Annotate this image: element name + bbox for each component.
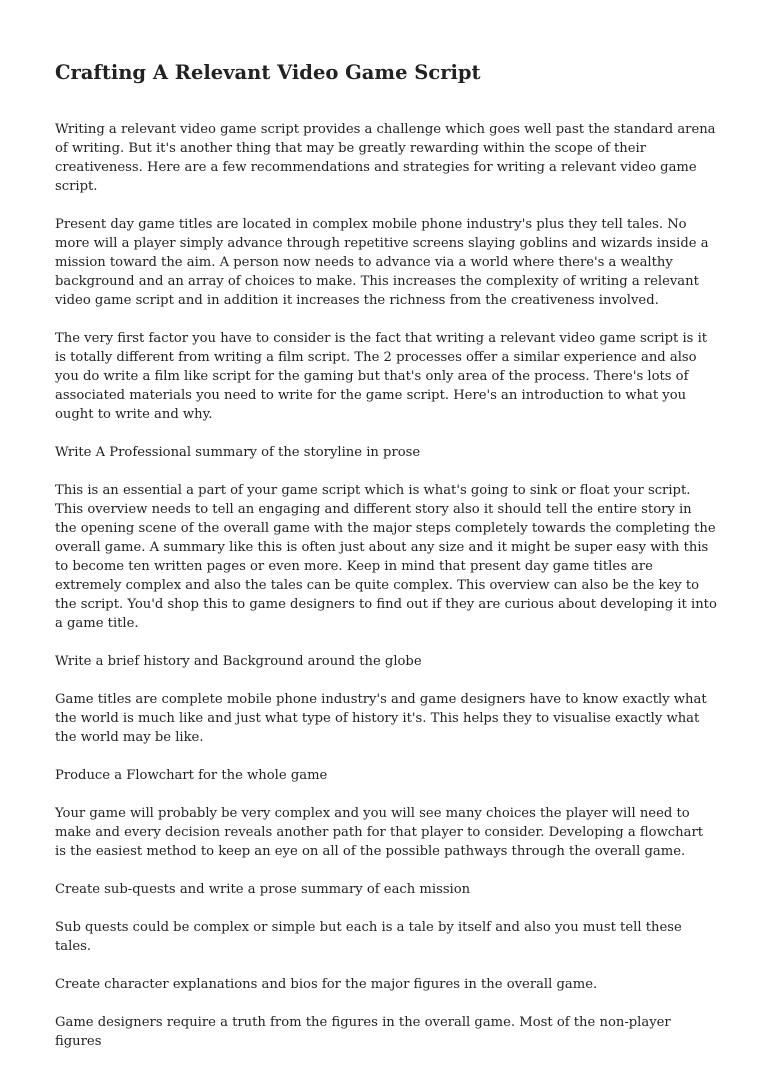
document-page [55, 58, 717, 1070]
paragraph-history: Game titles are complete mobile phone industry's and game designers have to know exactly what the world is much like and just what type of history it's. This helps they to visualise exactly what the world may be like. [55, 692, 707, 745]
paragraph-characters: Game designers require a truth from the figures in the overall game. Most of the non-player figures [55, 1015, 671, 1049]
paragraph-present-day: Present day game titles are located in complex mobile phone industry's plus they tell tales. No more will a player simply advance through repetitive screens slaying goblins and wizards inside a mission toward the aim. A person now needs to advance via a world where there's a wealthy background and an array of choices to make. This increases the complexity of writing a relevant video game script and in addition it increases the richness from the creativeness involved. [55, 217, 709, 308]
paragraph-subquests: Sub quests could be complex or simple but each is a tale by itself and also you must tell these tales. [55, 920, 682, 954]
section-heading-characters: Create character explanations and bios for the major figures in the overall game. [55, 977, 598, 992]
section-heading-summary: Write A Professional summary of the storyline in prose [55, 445, 421, 460]
paragraph-flowchart: Your game will probably be very complex and you will see many choices the player will need to make and every decision reveals another path for that player to consider. Developing a flowchart is the easiest method to keep an eye on all of the possible pathways through the overall game. [55, 806, 704, 859]
paragraph-summary: This is an essential a part of your game script which is what's going to sink or float your script. This overview needs to tell an engaging and different story also it should tell the entire story in the opening scene of the overall game with the major steps completely towards the completing the overall game. A summary like this is often just about any size and it might be super easy with this to become ten written pages or even more. Keep in mind that present day game titles are extremely complex and also the tales can be quite complex. This overview can also be the key to the script. You'd shop this to game designers to find out if they are curious about developing it into a game title. [55, 483, 717, 631]
section-heading-flowchart: Produce a Flowchart for the whole game [55, 768, 328, 783]
document-title: Crafting A Relevant Video Game Script [55, 61, 481, 84]
paragraph-intro: Writing a relevant video game script provides a challenge which goes well past the standard arena of writing. But it's another thing that may be greatly rewarding within the scope of their creativeness. Here are a few recommendations and strategies for writing a relevant video game script. [55, 122, 716, 194]
paragraph-first-factor: The very first factor you have to consider is the fact that writing a relevant video game script is it is totally different from writing a film script. The 2 processes offer a similar experience and also you do write a film like script for the gaming but that's only area of the process. There's lots of associated materials you need to write for the game script. Here's an introduction to what you ought to write and why. [55, 331, 708, 422]
section-heading-subquests: Create sub-quests and write a prose summary of each mission [55, 882, 471, 897]
section-heading-history: Write a brief history and Background around the globe [55, 654, 422, 669]
